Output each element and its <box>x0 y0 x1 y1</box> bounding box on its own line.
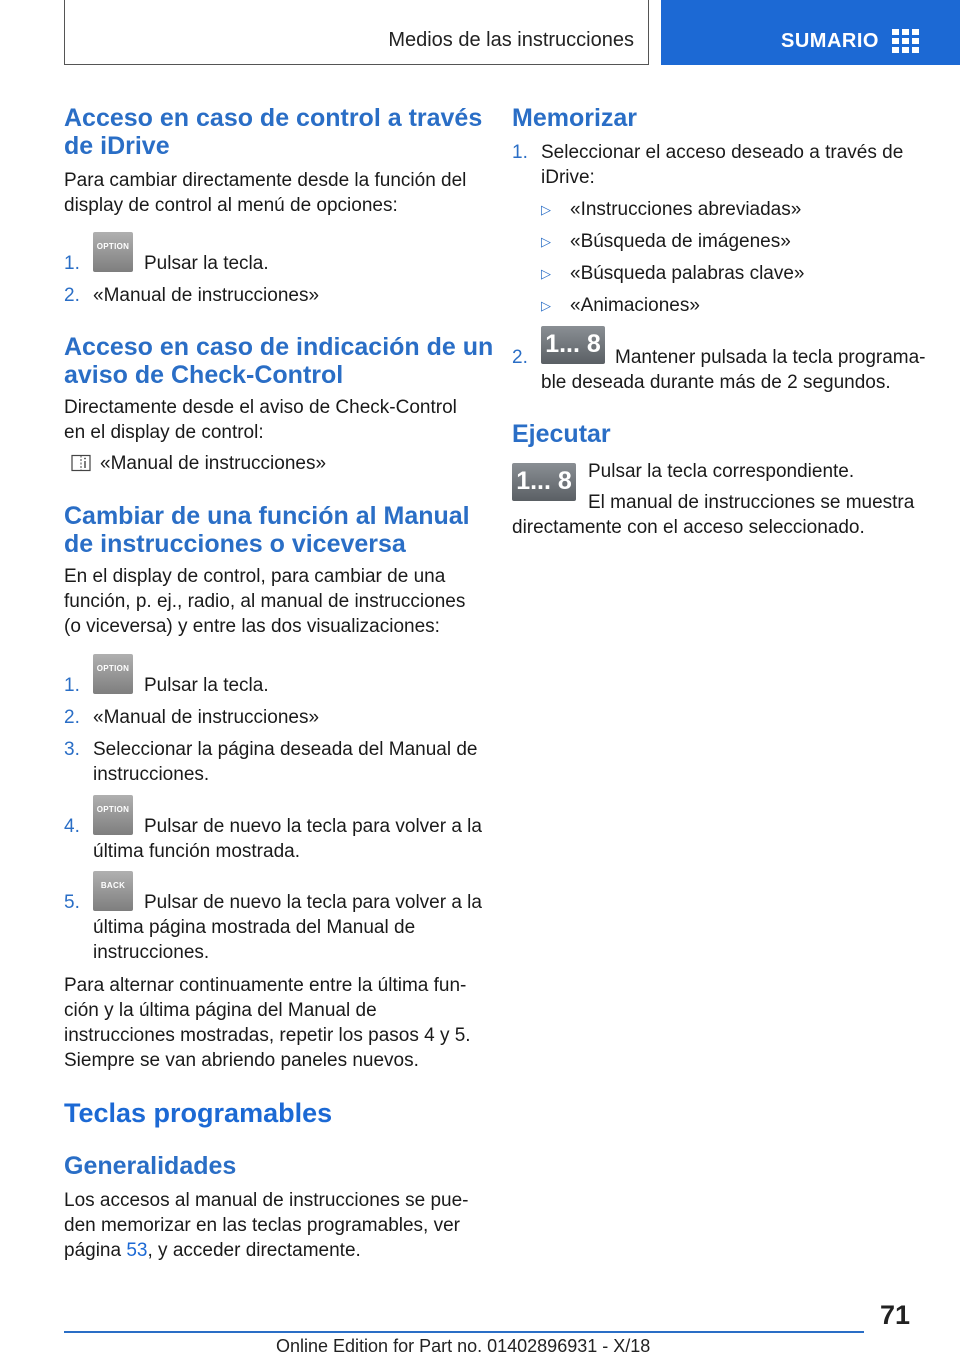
paragraph: Para alternar continuamente entre la última fun- ción y la última página del Manual de instrucciones mostradas, repetir los pasos 4 y 5. Siempre se van abriendo paneles nuevos. <box>64 975 471 1071</box>
section-heading-cambiar: Cambiar de una función al Manual de instrucciones o viceversa <box>64 502 470 558</box>
step-text: Pulsar de nuevo la tecla para volver a la última función mostrada. <box>93 816 482 862</box>
paragraph: directamente con el acceso seleccionado. <box>512 517 865 538</box>
paragraph: Para cambiar directamente desde la función del display de control al menú de opciones: <box>64 170 467 216</box>
step-text: Seleccionar la página deseada del Manual de instrucciones. <box>93 739 478 785</box>
bullet-marker: ▷ <box>541 266 551 281</box>
bullet-item: «Animaciones» <box>570 295 700 316</box>
step-number: 2. <box>64 285 80 306</box>
step-number: 2. <box>64 707 80 728</box>
back-key-icon: BACK <box>93 871 133 911</box>
option-key-icon: OPTION <box>93 795 133 835</box>
page-link[interactable]: 53 <box>126 1240 148 1261</box>
bullet-item: «Búsqueda palabras clave» <box>570 263 805 284</box>
step-number: 1. <box>64 675 80 696</box>
section-heading-teclas: Teclas programables <box>64 1098 333 1128</box>
footer-edition: Online Edition for Part no. 01402896931 - X/18 <box>276 1336 651 1356</box>
step-number: 2. <box>512 347 528 368</box>
book-link-text: «Manual de instrucciones» <box>100 453 327 474</box>
step-number: 3. <box>64 739 80 760</box>
bullet-item: «Instrucciones abreviadas» <box>570 199 802 220</box>
step-text: «Manual de instrucciones» <box>93 285 320 306</box>
step-text: Seleccionar el acceso deseado a través de iDrive: <box>541 142 904 188</box>
paragraph: En el display de control, para cambiar de una función, p. ej., radio, al manual de instrucciones (o viceversa) y entre las dos visualizaciones: <box>64 566 466 637</box>
sumario-button[interactable] <box>661 0 960 65</box>
paragraph: Los accesos al manual de instrucciones se pue- den memorizar en las teclas programables, ver página 53, y acceder directamente. <box>64 1190 469 1261</box>
bullet-item: «Búsqueda de imágenes» <box>570 231 791 252</box>
section-heading-generalidades: Generalidades <box>64 1152 237 1180</box>
section-heading-ejecutar: Ejecutar <box>512 420 611 448</box>
page-number: 71 <box>880 1300 911 1330</box>
sumario-label: SUMARIO <box>781 30 879 52</box>
grid-menu-icon <box>892 29 920 53</box>
book-icon <box>71 454 91 472</box>
programmable-key-icon: 1... 8 <box>541 326 605 364</box>
paragraph: Directamente desde el aviso de Check-Control en el display de control: <box>64 397 457 443</box>
section-heading-check-control: Acceso en caso de indicación de un aviso de Check-Control <box>64 333 494 389</box>
programmable-key-icon: 1... 8 <box>512 463 576 501</box>
step-number: 5. <box>64 892 80 913</box>
step-text: Pulsar de nuevo la tecla para volver a la última página mostrada del Manual de instrucciones. <box>93 892 482 963</box>
bullet-marker: ▷ <box>541 298 551 313</box>
bullet-marker: ▷ <box>541 202 551 217</box>
section-heading-memorizar: Memorizar <box>512 104 638 132</box>
step-text: Mantener pulsada la tecla programa- ble deseada durante más de 2 segundos. <box>541 347 926 393</box>
option-key-icon: OPTION <box>93 654 133 694</box>
bullet-marker: ▷ <box>541 234 551 249</box>
section-heading-idrive: Acceso en caso de control a través de iDrive <box>64 104 483 160</box>
step-text: Pulsar la tecla. <box>144 675 269 696</box>
option-key-icon: OPTION <box>93 232 133 272</box>
step-number: 4. <box>64 816 80 837</box>
step-text: Pulsar la tecla. <box>144 253 269 274</box>
step-text: «Manual de instrucciones» <box>93 707 320 728</box>
header-title-box <box>64 0 649 65</box>
step-number: 1. <box>64 253 80 274</box>
paragraph: Pulsar la tecla correspondiente. El manual de instrucciones se muestra <box>588 461 915 513</box>
footer-rule <box>64 1331 864 1333</box>
header-title: Medios de las instrucciones <box>388 29 634 51</box>
step-number: 1. <box>512 142 528 163</box>
